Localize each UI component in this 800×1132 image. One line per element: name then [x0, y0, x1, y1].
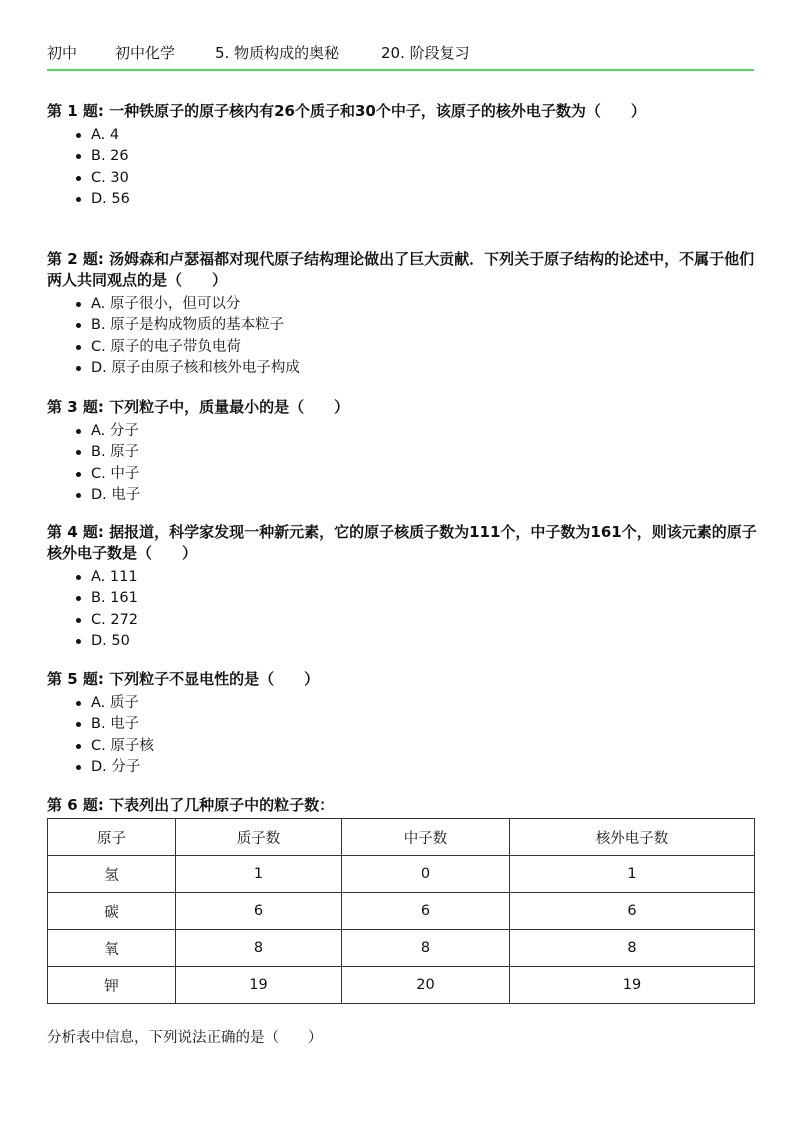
option-label: D. 电子 [91, 486, 141, 503]
question-5 [47, 669, 757, 778]
table-cell: 6 [176, 893, 342, 930]
question-1 [47, 101, 757, 210]
bullet-icon [76, 596, 81, 601]
option-label: D. 分子 [91, 758, 141, 775]
table-row [48, 893, 755, 930]
option-a[interactable] [73, 567, 757, 588]
option-a[interactable] [73, 693, 757, 714]
option-label: A. 4 [91, 127, 120, 143]
table-row [48, 967, 755, 1004]
option-b[interactable] [73, 442, 757, 463]
option-label: A. 分子 [91, 423, 139, 439]
bullet-icon [76, 701, 81, 706]
bullet-icon [76, 154, 81, 159]
table-cell: 钾 [48, 967, 176, 1004]
question-6 [47, 795, 757, 816]
option-label: C. 272 [91, 611, 139, 628]
bullet-icon [76, 345, 81, 350]
option-list [47, 567, 757, 652]
table-header-cell: 中子数 [342, 819, 510, 856]
breadcrumb-item-unit[interactable]: 5. 物质构成的奥秘 [215, 43, 340, 62]
question-title: 第 6 题: 下表列出了几种原子中的粒子数： [47, 796, 335, 814]
option-label: D. 50 [91, 632, 130, 649]
option-label: B. 26 [91, 148, 129, 165]
table-row [48, 856, 755, 893]
bullet-icon [76, 176, 81, 181]
table-cell: 6 [510, 893, 755, 930]
table-cell: 8 [176, 930, 342, 967]
table-header-cell: 原子 [48, 819, 176, 856]
table-cell: 20 [342, 967, 510, 1004]
option-b[interactable] [73, 588, 757, 609]
option-c[interactable] [73, 168, 757, 189]
option-c[interactable] [73, 610, 757, 631]
table-cell: 1 [176, 856, 342, 893]
option-d[interactable] [73, 757, 757, 778]
bullet-icon [76, 618, 81, 623]
option-a[interactable] [73, 421, 757, 442]
option-label: C. 原子的电子带负电荷 [91, 338, 241, 355]
question-title: 第 3 题: 下列粒子中，质量最小的是（ ） [47, 398, 350, 416]
bullet-icon [76, 765, 81, 770]
option-c[interactable] [73, 337, 757, 358]
header-divider [47, 69, 754, 71]
option-label: C. 30 [91, 169, 129, 186]
bullet-icon [76, 722, 81, 727]
question-3 [47, 397, 757, 506]
table-cell: 0 [342, 856, 510, 893]
table-cell: 1 [510, 856, 755, 893]
bullet-icon [76, 472, 81, 477]
question-title: 第 5 题: 下列粒子不显电性的是（ ） [47, 670, 320, 688]
option-label: B. 原子是构成物质的基本粒子 [91, 317, 285, 334]
particle-count-table [47, 818, 755, 1004]
option-d[interactable] [73, 631, 757, 652]
bullet-icon [76, 366, 81, 371]
breadcrumb-item-level[interactable]: 初中 [47, 43, 78, 62]
question-title: 第 4 题: 据报道，科学家发现一种新元素，它的原子核质子数为111个，中子数为161个，则该元素的原子核外电子数是（ ） [47, 523, 757, 562]
option-a[interactable] [73, 125, 757, 146]
bullet-icon [76, 133, 81, 138]
question-title: 第 2 题: 汤姆森和卢瑟福都对现代原子结构理论做出了巨大贡献．下列关于原子结构的论述中，不属于他们两人共同观点的是（ ） [47, 250, 755, 289]
option-label: A. 111 [91, 569, 138, 585]
option-d[interactable] [73, 485, 757, 506]
table-cell: 氢 [48, 856, 176, 893]
option-label: B. 电子 [91, 716, 140, 733]
breadcrumb-item-lesson[interactable]: 20. 阶段复习 [381, 43, 470, 62]
breadcrumb [47, 40, 501, 64]
option-label: A. 质子 [91, 695, 139, 711]
option-d[interactable] [73, 189, 757, 210]
option-label: B. 161 [91, 590, 138, 607]
bullet-icon [76, 493, 81, 498]
table-header-cell: 核外电子数 [510, 819, 755, 856]
table-cell: 氧 [48, 930, 176, 967]
option-label: C. 原子核 [91, 737, 154, 754]
question-6-prompt: 分析表中信息，下列说法正确的是（ ） [47, 1030, 323, 1046]
option-label: A. 原子很小，但可以分 [91, 296, 241, 312]
option-list [47, 125, 757, 210]
option-label: C. 中子 [91, 465, 140, 482]
table-cell: 6 [342, 893, 510, 930]
option-b[interactable] [73, 315, 757, 336]
option-label: D. 56 [91, 190, 130, 207]
option-a[interactable] [73, 294, 757, 315]
table-cell: 19 [176, 967, 342, 1004]
bullet-icon [76, 197, 81, 202]
option-c[interactable] [73, 464, 757, 485]
option-c[interactable] [73, 736, 757, 757]
bullet-icon [76, 429, 81, 434]
option-label: D. 原子由原子核和核外电子构成 [91, 359, 300, 376]
question-4 [47, 522, 757, 652]
table-header-cell: 质子数 [176, 819, 342, 856]
table-row [48, 930, 755, 967]
table-cell: 19 [510, 967, 755, 1004]
table-cell: 8 [342, 930, 510, 967]
bullet-icon [76, 575, 81, 580]
option-b[interactable] [73, 714, 757, 735]
table-cell: 8 [510, 930, 755, 967]
table-header-row [48, 819, 755, 856]
option-b[interactable] [73, 146, 757, 167]
bullet-icon [76, 639, 81, 644]
question-2 [47, 249, 757, 379]
option-d[interactable] [73, 358, 757, 379]
bullet-icon [76, 323, 81, 328]
bullet-icon [76, 302, 81, 307]
option-list [47, 421, 757, 506]
question-title: 第 1 题: 一种铁原子的原子核内有26个质子和30个中子，该原子的核外电子数为（ ） [47, 102, 646, 120]
breadcrumb-item-subject[interactable]: 初中化学 [115, 43, 176, 62]
bullet-icon [76, 744, 81, 749]
option-list [47, 693, 757, 778]
bullet-icon [76, 450, 81, 455]
option-label: B. 原子 [91, 444, 140, 461]
option-list [47, 294, 757, 379]
table-cell: 碳 [48, 893, 176, 930]
